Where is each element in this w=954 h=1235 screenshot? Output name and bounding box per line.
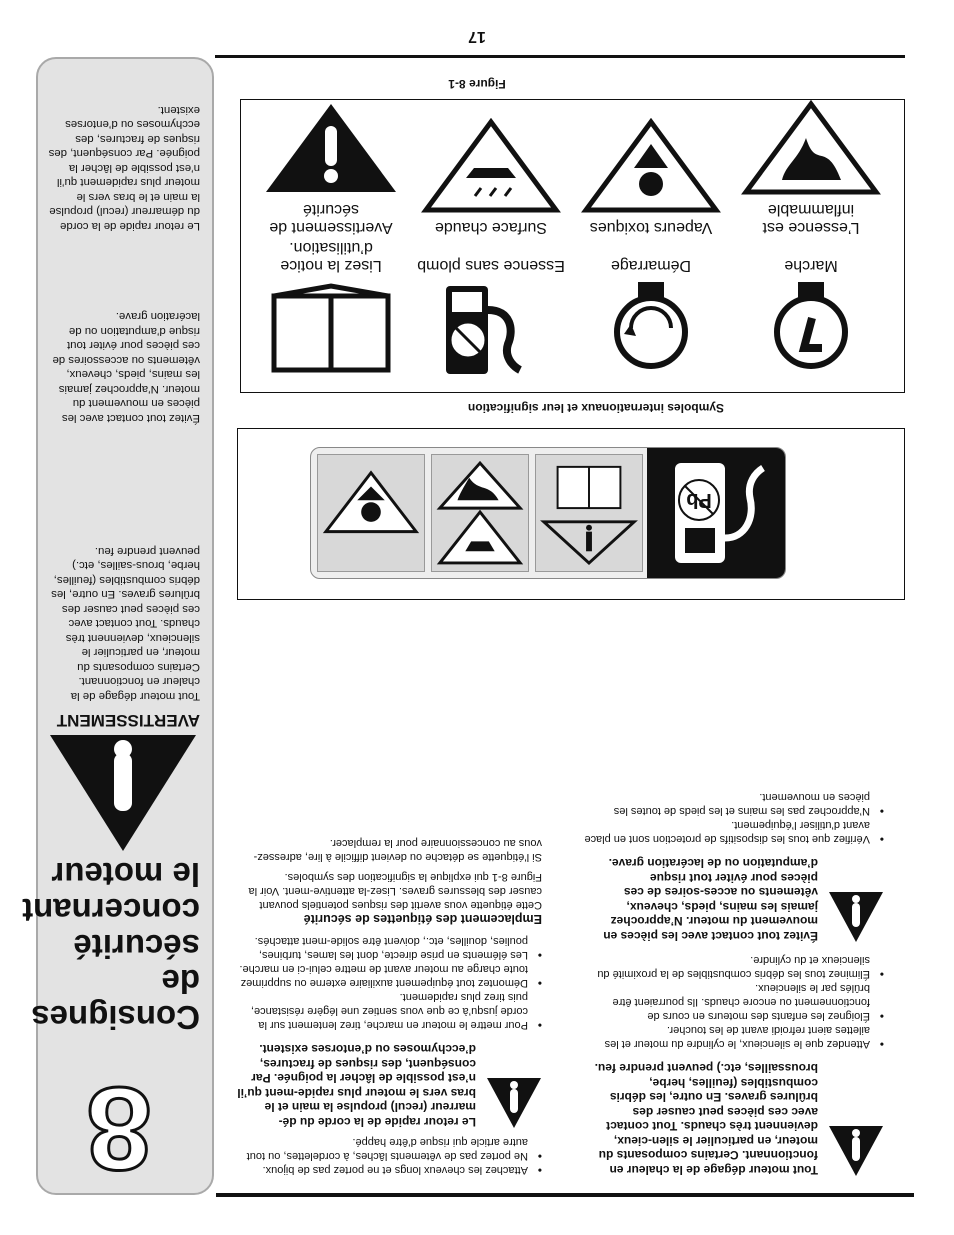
symbol-safety-alert xyxy=(256,100,406,242)
symbol-hot-surface xyxy=(416,118,566,242)
sidebar-warning-moving-parts: Évitez tout contact avec les pièces en mouvement du moteur. N’approchez jamais les mains, pieds, cheveux, vêtements ou accessoires de ces pièces pour éviter tout risque d’amputation ou de lacération grave. xyxy=(52,310,200,424)
symbol-label: Vapeurs toxiques xyxy=(589,219,713,236)
label-cell-warning-book xyxy=(535,454,643,572)
bottom-rule xyxy=(215,55,905,58)
list-item: • Les éléments en prise directe, dont les lames, turbines, poulies, douilles, etc., doivent être solide-ment attachés. xyxy=(236,934,542,962)
list-item: • Démontez tout équipement auxiliaire externe ou supprimez toute charge au moteur avant de mettre celui-ci en marche. xyxy=(236,962,542,990)
section-paragraph: Cette étiquette vous avertit des risques potentiels pouvant causer des blessures graves. Lisez-la attentive-ment. Voir la Figure 8-1 qui explique la signification des symboles. xyxy=(248,871,542,911)
sidebar-warning-heat: Tout moteur dégage de la chaleur en fonctionnant. Certains composants du moteur, en particulier le silencieux, deviennent très chauds. Tout contact avec ces pièces peut causer des brûlures graves. En outre, les débris combustibles (feuilles, herbe, brous-sailles, etc.) peuvent prendre feu. xyxy=(51,545,200,702)
list-item: • Éloignez les enfants des moteurs en cours de fonctionnement ou encore chauds. Ils pourraient être brûlés par le silencieux. xyxy=(584,981,884,1023)
safety-label xyxy=(310,447,786,579)
symbol-start xyxy=(576,256,726,380)
warning-triangle-icon xyxy=(828,891,884,943)
list-item: • Ne portez pas de vêtements lâches, à cordelettes, ou tout autre article qui risque d’être happé. xyxy=(236,1135,542,1163)
chapter-title: Consignes de sécurité concernant le moteur xyxy=(22,856,200,1036)
chapter-sidebar xyxy=(22,57,214,1195)
flammable-icon xyxy=(736,100,886,200)
list-item: • Attachez les cheveux longs et ne portez pas de bijoux. xyxy=(236,1163,542,1177)
text-column-right xyxy=(236,836,542,1177)
warning-block-heat xyxy=(584,1061,884,1177)
sidebar-warning-heading: AVERTISSEMENT xyxy=(56,711,200,730)
warning-triangle-icon xyxy=(828,1125,884,1177)
unleaded-fuel-icon xyxy=(416,280,566,380)
label-cell-toxic-fumes xyxy=(317,454,425,572)
walk-icon xyxy=(736,280,886,380)
list-item: • Éliminez tous les débris combustibles de la proximité du silencieux et du cylindre. xyxy=(584,953,884,981)
warning-text-heat: Tout moteur dégage de la chaleur en fonctionnant. Certains composants du moteur, en particulier le silen-cieux, deviennent très chauds. Tout contact avec ces pièces peut causer des brûlures graves. En outre, les débris combustibles (feuilles, herbe, broussailles, etc.) peuvent prendre feu. xyxy=(594,1061,818,1177)
figure-caption: Figure 8-1 xyxy=(448,77,506,91)
top-rule xyxy=(216,1193,914,1197)
sidebar-warning-recoil: Le retour rapide de la corde du démarreur (recul) propulse la main et le bras vers le moteur plus rapidement qu’il n’est possible de lâcher la poignée. Par conséquent, des risques de fractures, des ecchymoses ou d’entorses existent. xyxy=(48,104,200,232)
symbols-caption: Symboles internationaux et leur signification xyxy=(467,401,724,415)
symbol-label: L’essence est inflammable xyxy=(762,201,860,236)
symbol-label: Démarrage xyxy=(610,257,692,274)
warning-text-recoil: Le retour rapide de la corde du dé-marreur (recul) propulse la main et le bras vers le moteur plus rapide-ment qu’il n’est possible de lâcher la poignée. Par conséquent, des risques de fractures, d’ecchymoses ou d’entorses existent. xyxy=(237,1042,476,1129)
section-paragraph: Si l’étiquette se détache ou devient difficile à lire, adressez-vous au concessionnaire pour la remplacer. xyxy=(253,837,542,863)
warning-triangle-icon xyxy=(48,733,198,853)
symbol-label: Lisez la notice d’utilisation. xyxy=(280,239,382,274)
text-column-left xyxy=(584,790,884,1177)
symbol-label: Marche xyxy=(784,257,838,274)
symbol-label: Surface chaude xyxy=(434,219,548,236)
symbol-unleaded xyxy=(416,256,566,380)
symbol-label: Essence sans plomb xyxy=(417,257,565,274)
symbols-table xyxy=(240,99,905,393)
symbol-read-manual xyxy=(256,238,406,380)
safety-label-figure xyxy=(237,428,905,600)
toxic-fumes-icon xyxy=(576,118,726,218)
pb-pump-icon xyxy=(647,448,785,578)
safety-alert-icon xyxy=(256,100,406,200)
list-item: • Vérifiez que tous les dispositifs de protection sont en place avant d’utiliser l’équipement. xyxy=(584,818,884,846)
book-icon xyxy=(256,280,406,380)
warning-text-moving-parts: Évitez tout contact avec les pièces en mouvement du moteur. N’approchez jamais les mains, pieds, cheveux, vêtements ou acces-soires de ces pièces pour éviter tout risque d’amputation ou de lacération grave. xyxy=(603,856,818,943)
svg-text:Pb: Pb xyxy=(686,489,712,511)
start-icon xyxy=(576,280,726,380)
chapter-number: 8 xyxy=(86,1062,152,1194)
label-cell-hot-flame xyxy=(431,454,529,572)
warning-block-recoil xyxy=(236,1042,542,1129)
section-heading: Emplacement des étiquettes de sécurité xyxy=(303,912,542,926)
warning-block-moving-parts xyxy=(584,856,884,943)
page-number: 17 xyxy=(468,28,486,45)
symbol-flammable xyxy=(736,100,886,242)
list-item: • Attendez que le silencieux, le cylindre du moteur et les ailettes aient refroidi avant de les toucher. xyxy=(584,1023,884,1051)
list-item: • Pour mettre le moteur en marche, tirez lentement sur la corde jusqu’à ce que vous sentiez une légère résistance, puis tirez plus rapidement. xyxy=(236,990,542,1032)
warning-triangle-icon xyxy=(486,1077,542,1129)
symbol-toxic xyxy=(576,118,726,242)
symbol-label: Avertissement de sécurité xyxy=(269,201,393,236)
list-item: • N’approchez pas les mains et les pieds de toutes les pièces en mouvement. xyxy=(584,790,884,818)
symbol-walk xyxy=(736,256,886,380)
hot-surface-icon xyxy=(416,118,566,218)
